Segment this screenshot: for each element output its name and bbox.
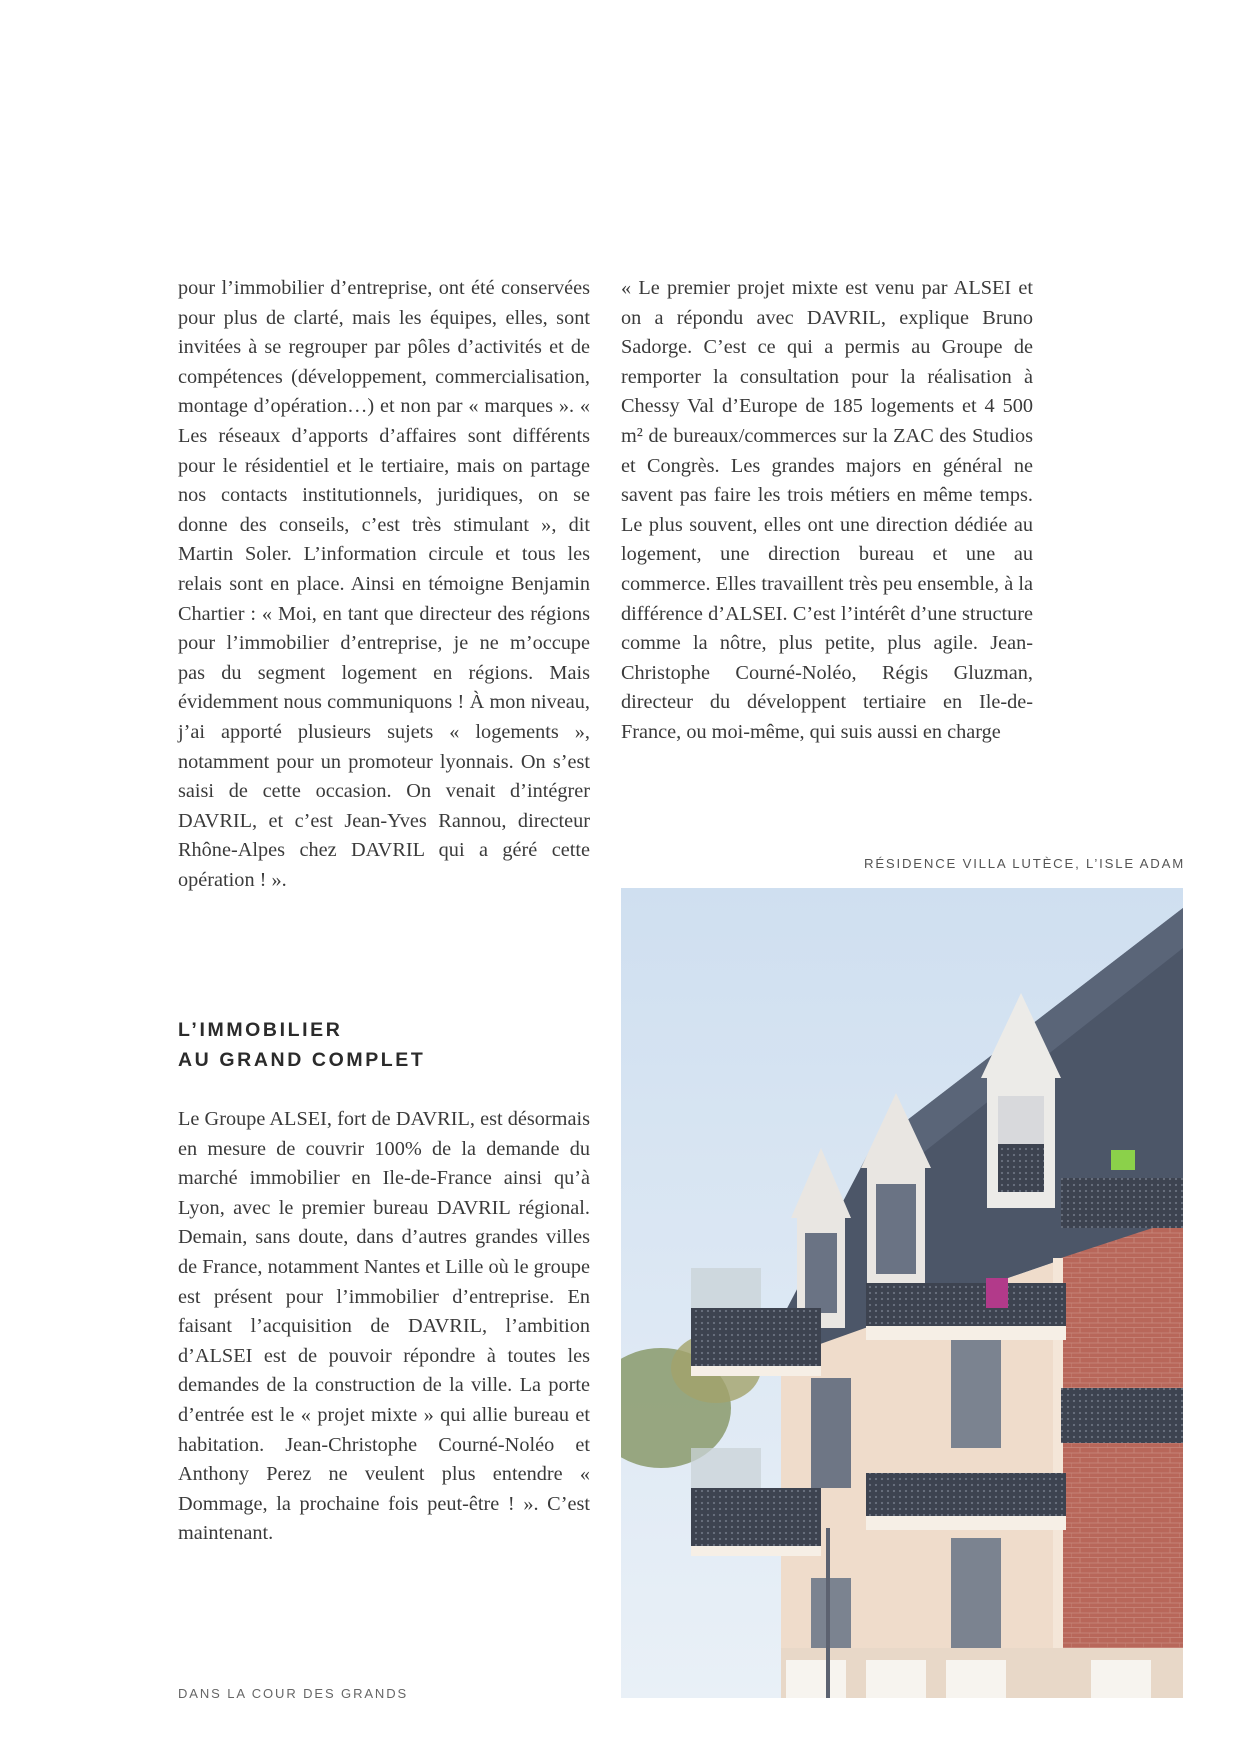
garage-door <box>786 1660 846 1698</box>
paragraph: Le Groupe ALSEI, fort de DAVRIL, est désormais en mesure de couvrir 100% de la demande du marché immobilier en Ile-de-France ainsi qu’à Lyon, avec le premier bureau DAVRIL régional. Demain, sans doute, dans d’autres grandes villes de France, notamment Nantes et Lille où le groupe est présent pour l’immobilier d’entreprise. En faisant l’acquisition de DAVRIL, l’ambition d’ALSEI est de pouvoir répondre à toutes les demandes de la construction de la ville. La porte d’entrée est le « projet mixte » qui allie bureau et habitation. Jean-Christophe Courné-Noléo et Anthony Perez ne veulent plus entendre « Dommage, la prochaine fois peut-être ! ». C’est maintenant. <box>178 1108 590 1545</box>
building-illustration <box>621 888 1183 1698</box>
article-right-column <box>621 274 1033 748</box>
window <box>811 1378 851 1488</box>
garage-door <box>1091 1660 1151 1698</box>
section-heading <box>178 1015 598 1075</box>
garage-door <box>866 1660 926 1698</box>
paragraph: « Le premier projet mixte est venu par ALSEI et on a répondu avec DAVRIL, explique Bruno Sadorge. C’est ce qui a permis au Groupe de remporter la consultation pour la réalisation à Chessy Val d’Europe de 185 logements et 4 500 m² de bureaux/commerces sur la ZAC des Studios et Congrès. Les grandes majors en général ne savent pas faire les trois métiers en même temps. Le plus souvent, elles ont une direction dédiée au logement, une direction bureau et une au commerce. Elles travaillent très peu ensemble, à la différence d’ALSEI. C’est l’intérêt d’une structure comme la nôtre, plus petite, plus agile. Jean-Christophe Courné-Noléo, Régis Gluzman, directeur du développent tertiaire en Ile-de-France, ou moi-même, qui suis aussi en charge <box>621 277 1033 743</box>
article-left-column <box>178 274 590 895</box>
window <box>951 1538 1001 1648</box>
photo-caption: RÉSIDENCE VILLA LUTÈCE, L’ISLE ADAM <box>864 856 1185 871</box>
footer-label: DANS LA COUR DES GRANDS <box>178 1686 409 1701</box>
section-heading-line-2: AU GRAND COMPLET <box>178 1049 426 1071</box>
paragraph: pour l’immobilier d’entreprise, ont été conservées pour plus de clarté, mais les équipes, elles, sont invitées à se regrouper par pôles d’activités et de compétences (développement, commercialisation, montage d’opération…) et non par « marques ». « Les réseaux d’apports d’affaires sont différents pour le résidentiel et le tertiaire, mais on partage nos contacts institutionnels, juridiques, on se donne des conseils, c’est très stimulant », dit Martin Soler. L’information circule et tous les relais sont en place. Ainsi en témoigne Benjamin Chartier : « Moi, en tant que directeur des régions pour l’immobilier d’entreprise, je ne m’occupe pas du segment logement en régions. Mais évidemment nous communiquons ! À mon niveau, j’ai apporté plusieurs sujets « logements », notamment pour un promoteur lyonnais. On s’est saisi de cette occasion. On venait d’intégrer DAVRIL, et c’est Jean-Yves Rannou, directeur Rhône-Alpes chez DAVRIL qui a géré cette opération ! ». <box>178 277 590 891</box>
balcony <box>1061 1388 1183 1443</box>
building-photo <box>621 888 1183 1698</box>
balcony <box>866 1278 1066 1340</box>
window <box>951 1338 1001 1448</box>
balcony <box>866 1473 1066 1530</box>
brick-wall <box>1061 1218 1183 1698</box>
section-heading-line-1: L’IMMOBILIER <box>178 1019 343 1041</box>
section-body <box>178 1105 590 1549</box>
garage-door <box>946 1660 1006 1698</box>
